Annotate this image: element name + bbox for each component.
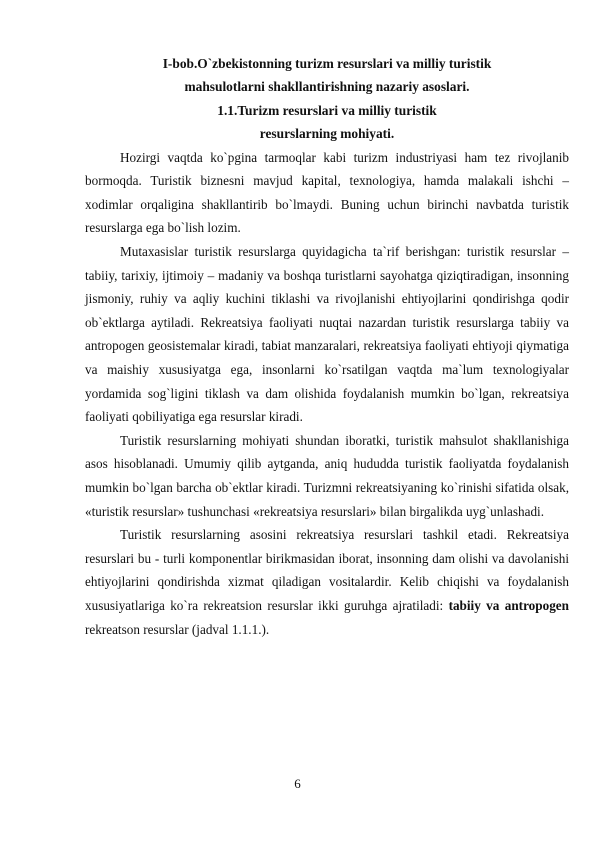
paragraph-4-text-start: Turistik resurslarning asosini rekreatsiya resurslari tashkil etadi. Rekreatsiya resurslari bu - turli komponentlar birikmasidan iborat, insonning dam olishi va davolanishi ehtiyojlarini qondirishda xizmat qiladigan vositalardir. Kelib chiqishi va foydalanish xususiyatlariga ko`ra rekreatsion resurslar ikki guruhga ajratiladi: [85, 527, 569, 613]
chapter-title-line-2: mahsulotlarni shakllantirishning nazariy asoslari. [184, 79, 470, 95]
section-title-line-2: resurslarning mohiyati. [259, 126, 395, 142]
body-paragraph-1: Hozirgi vaqtda ko`pgina tarmoqlar kabi turizm industriyasi ham tez rivojlanib bormoqda. Turistik biznesni mavjud kapital, texnologiya, hamda malakali ishchi – xodimlar orqaligina shakllantirib bo`lmaydi. Buning uchun birinchi navbatda turistik resurslarga ega bo`lish lozim. [85, 149, 569, 236]
body-paragraph-4 [85, 523, 569, 641]
section-title-line-1: 1.1.Turizm resurslari va milliy turistik [217, 102, 437, 118]
document-page [85, 52, 569, 641]
chapter-title-line-1: I-bob.O`zbekistonning turizm resurslari va milliy turistik [162, 56, 492, 71]
body-paragraph-3: Turistik resurslarning mohiyati shundan iboratki, turistik mahsulot shakllanishiga asos hisoblanadi. Umumiy qilib aytganda, aniq hududda turistik faoliyatda foydalanish mumkin bo`lgan barcha ob`ektlar kiradi. Turizmni rekreatsiyaning ko`rinishi sifatida olsak, «turistik resurslar» tushunchasi «rekreatsiya resurslari» bilan birgalikda uyg`unlashadi. [85, 432, 569, 519]
page-number: 6 [294, 776, 301, 791]
body-paragraph-2: Mutaxasislar turistik resurslarga quyidagicha ta`rif berishgan: turistik resurslar – tabiiy, tarixiy, ijtimoiy – madaniy va boshqa turistlarni sayohatga qiziqtiradigan, insonning jismoniy, ruhiy va aqliy kuchini tiklashi va rivojlanishi ehtiyojlarini qondirishga qodir ob`ektlarga aytiladi. Rekreatsiya faoliyati nuqtai nazardan turistik resurslarga tabiiy va antropogen geosistemalar kiradi, tabiat manzaralari, rekreatsiya faoliyati ehtiyoji qiymatiga va maishiy xususiyatga ega, insonlarni ko`rsatilgan vaqtda ma`lum texnologiyalar yordamida sog`ligini tiklash va dam olishida foydalanish mumkin bo`lgan, rekreatsiya faoliyati qobiliyatiga ega resurslar kiradi. [85, 244, 569, 425]
paragraph-4-text-end: rekreatson resurslar (jadval 1.1.1.). [85, 621, 270, 637]
chapter-heading [85, 52, 569, 146]
paragraph-4-bold-term: tabiiy va antropogen [448, 597, 569, 613]
